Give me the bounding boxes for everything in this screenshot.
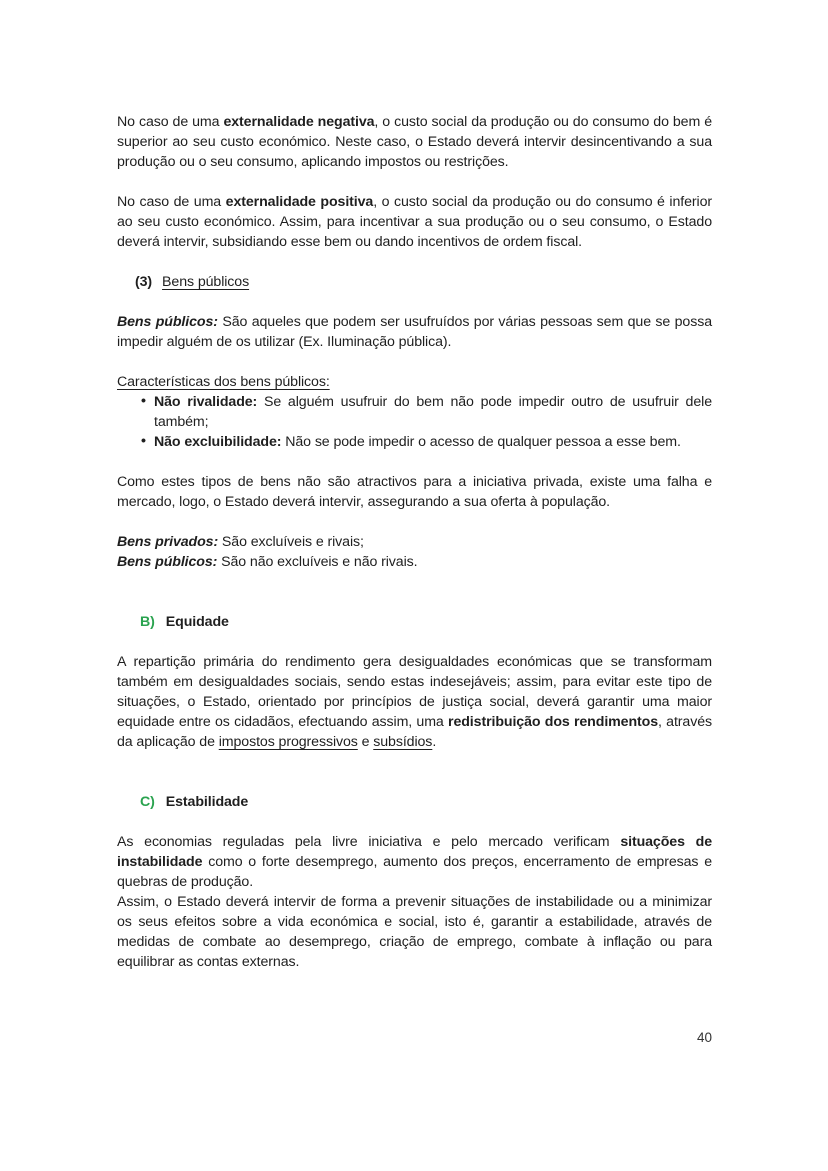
text-run: Se alguém usufruir do bem não pode impedir outro de usufruir dele também; <box>154 394 712 430</box>
heading-caracteristicas-label: Características dos bens públicos: <box>117 374 330 390</box>
paragraph-estabilidade-1 <box>117 832 712 892</box>
bold-text-externalidade-negativa: externalidade negativa <box>223 114 375 130</box>
text-run: como o forte desemprego, aumento dos preços, encerramento de empresas e quebras de produção. <box>117 854 712 890</box>
paragraph-definicao-bens-publicos <box>117 312 712 352</box>
bullet-icon: • <box>141 433 146 449</box>
page-number: 40 <box>696 1030 712 1045</box>
text-run: e <box>357 734 374 750</box>
bullet-lead: Não rivalidade: <box>154 394 258 410</box>
paragraph-bens-privados-publicos <box>117 532 712 572</box>
heading-label: Bens públicos <box>162 274 250 290</box>
text-run: , o custo social da produção ou do consumo é inferior ao seu custo económico. Assim, para incentivar a sua produção ou o seu consumo, o Estado deverá intervir, subsidiando esse bem ou dando incentivos de ordem fiscal. <box>117 194 712 250</box>
line-bens-privados <box>117 532 712 552</box>
text-run: . <box>432 734 437 750</box>
lead-bens-publicos: Bens públicos: <box>117 314 218 330</box>
heading-number: (3) <box>135 274 153 290</box>
underline-subsidios: subsídios <box>373 734 433 750</box>
text-run: No caso de uma <box>117 114 224 130</box>
paragraph-equidade <box>117 652 712 752</box>
heading-label: Equidade <box>165 614 229 630</box>
text-run: São excluíveis e rivais; <box>218 534 364 550</box>
heading-equidade <box>140 612 712 632</box>
underline-impostos-progressivos: impostos progressivos <box>218 734 358 750</box>
heading-letter-b: B) <box>140 614 155 630</box>
text-run: São aqueles que podem ser usufruídos por várias pessoas sem que se possa impedir alguém de os utilizar (Ex. Iluminação pública). <box>117 314 712 350</box>
lead-bens-privados: Bens privados: <box>117 534 219 550</box>
paragraph-externalidade-negativa <box>117 112 712 172</box>
paragraph-externalidade-positiva <box>117 192 712 252</box>
heading-bens-publicos <box>135 272 712 292</box>
bullet-lead: Não excluibilidade: <box>154 434 282 450</box>
bold-text-situacoes-instabilidade: situações de instabilidade <box>117 834 713 870</box>
text-run: São não excluíveis e não rivais. <box>217 554 418 570</box>
text-run: Assim, o Estado deverá intervir de forma a prevenir situações de instabilidade ou a minimizar os seus efeitos sobre a vida económica e social, isto é, garantir a estabilidade, através de medidas de combate ao desemprego, criação de emprego, combate à inflação ou para equilibrar as contas externas. <box>117 894 712 970</box>
line-bens-publicos <box>117 552 712 572</box>
bullet-list <box>117 392 712 452</box>
bullet-icon: • <box>141 393 146 409</box>
text-run: Não se pode impedir o acesso de qualquer pessoa a esse bem. <box>281 434 681 450</box>
heading-letter-c: C) <box>140 794 155 810</box>
bold-text-redistribuicao: redistribuição dos rendimentos <box>448 714 659 730</box>
paragraph-como-estes <box>117 472 712 512</box>
text-run: Como estes tipos de bens não são atractivos para a iniciativa privada, existe uma falha e mercado, logo, o Estado deverá intervir, assegurando a sua oferta à população. <box>117 474 712 510</box>
text-run: No caso de uma <box>117 194 226 210</box>
bold-text-externalidade-positiva: externalidade positiva <box>225 194 374 210</box>
list-item-nao-rivalidade <box>117 392 712 432</box>
list-item-nao-excluibilidade <box>117 432 712 452</box>
lead-bens-publicos-2: Bens públicos: <box>117 554 218 570</box>
heading-caracteristicas <box>117 372 712 392</box>
heading-estabilidade <box>140 792 712 812</box>
paragraph-estabilidade-2 <box>117 892 712 972</box>
paragraph-estabilidade <box>117 832 712 972</box>
text-run: , o custo social da produção ou do consumo do bem é superior ao seu custo económico. Neste caso, o Estado deverá intervir desincentivando a sua produção ou o seu consumo, aplicando impostos ou restrições. <box>117 114 712 170</box>
text-run: As economias reguladas pela livre iniciativa e pelo mercado verificam <box>117 834 621 850</box>
heading-label: Estabilidade <box>165 794 249 810</box>
text-run: A repartição primária do rendimento gera desigualdades económicas que se transformam também em desigualdades sociais, sendo estas indesejáveis; assim, para evitar este tipo de situações, o Estado, orientado por princípios de justiça social, deverá garantir uma maior equidade entre os cidadãos, efectuando assim, uma <box>117 654 712 730</box>
page-content <box>117 112 712 992</box>
text-run: , através da aplicação de <box>117 714 712 750</box>
